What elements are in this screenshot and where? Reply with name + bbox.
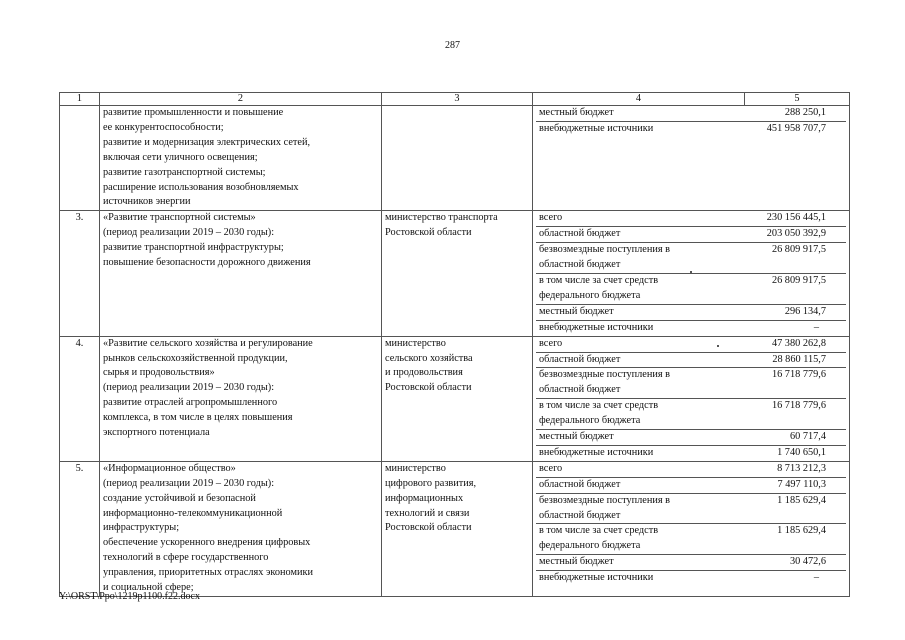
description-line: комплекса, в том числе в целях повышения (103, 412, 293, 424)
description-line: развитие газотранспортной системы; (103, 166, 266, 178)
funding-amount: 203 050 392,9 (766, 228, 826, 240)
funding-row (536, 243, 846, 274)
funding-amount: 288 250,1 (784, 107, 826, 118)
description-line: сырья и продовольствия» (103, 367, 215, 379)
funding-source: всего (539, 337, 563, 349)
funding-source: областной бюджет (539, 478, 621, 490)
funding-amount: 296 134,7 (784, 305, 826, 317)
description-line: (период реализации 2019 – 2030 годы): (103, 382, 275, 394)
executor-line: технологий и связи (385, 507, 470, 519)
program-row (60, 106, 850, 211)
funding-amount: 1 185 629,4 (777, 525, 826, 537)
page-number: 287 (445, 40, 460, 51)
funding-source: безвозмездные поступления в областной бюджет (539, 244, 671, 271)
funding-row (536, 446, 846, 461)
funding-source: всего (539, 212, 563, 224)
funding-row (536, 106, 846, 122)
executor-line: Ростовской области (385, 522, 472, 534)
description-line: развитие транспортной инфраструктуры; (103, 242, 284, 254)
description-line: «Развитие транспортной системы» (103, 212, 256, 224)
funding-row (536, 478, 846, 494)
funding-row (536, 555, 846, 571)
responsible-executor (382, 211, 533, 336)
description-line: (период реализации 2019 – 2030 годы): (103, 477, 275, 489)
column-number: 3 (382, 93, 533, 106)
funding-amount: 47 380 262,8 (771, 337, 826, 349)
funding-amount: 1 185 629,4 (777, 494, 826, 506)
funding-source: внебюджетные источники (539, 321, 654, 333)
funding-row (536, 353, 846, 369)
funding-source: местный бюджет (539, 305, 614, 317)
program-description (100, 336, 382, 461)
funding-row (536, 462, 846, 478)
description-line: технологий в сфере государственного (103, 552, 269, 564)
responsible-executor (382, 461, 533, 596)
program-row (60, 461, 850, 596)
executor-line: информационных (385, 492, 464, 504)
description-line: экспортного потенциала (103, 427, 210, 439)
funding-amount: 26 809 917,5 (771, 274, 826, 286)
executor-line: и продовольствия (385, 367, 463, 379)
funding-amount: 60 717,4 (789, 431, 826, 443)
funding-amount: 28 860 115,7 (772, 353, 826, 365)
funding-row (536, 571, 846, 586)
column-number: 5 (745, 93, 850, 106)
row-number: 4. (60, 336, 100, 461)
description-line: расширение использования возобновляемых (103, 181, 299, 193)
funding-row (536, 337, 846, 353)
column-number: 1 (60, 93, 100, 106)
funding-amount: 1 740 650,1 (777, 446, 826, 458)
funding-source: в том числе за счет средств федерального бюджета (539, 525, 659, 552)
description-line: развитие отраслей агропромышленного (103, 397, 278, 409)
funding-amount: 230 156 445,1 (766, 212, 826, 224)
description-line: инфраструктуры; (103, 522, 180, 534)
funding-breakdown (533, 106, 850, 211)
executor-line: министерство (385, 337, 446, 349)
scan-speck (717, 345, 719, 347)
description-line: «Развитие сельского хозяйства и регулирование (103, 337, 313, 349)
funding-row (536, 494, 846, 525)
executor-line: министерство транспорта (385, 212, 498, 224)
funding-row (536, 211, 846, 227)
program-description (100, 461, 382, 596)
funding-amount: – (813, 321, 819, 333)
funding-source: внебюджетные источники (539, 446, 654, 458)
description-line: управления, приоритетных отраслях экономики (103, 567, 313, 579)
funding-row (536, 274, 846, 305)
column-number-row (60, 93, 850, 106)
funding-amount: – (813, 572, 819, 584)
funding-source: местный бюджет (539, 107, 614, 118)
description-line: обеспечение ускоренного внедрения цифровых (103, 537, 311, 549)
program-description (100, 211, 382, 336)
column-number: 2 (100, 93, 382, 106)
program-row (60, 336, 850, 461)
funding-source: внебюджетные источники (539, 122, 654, 134)
funding-row (536, 430, 846, 446)
executor-line: цифрового развития, (385, 477, 477, 489)
funding-source: местный бюджет (539, 556, 614, 568)
funding-source: в том числе за счет средств федерального бюджета (539, 400, 659, 427)
description-line: источников энергии (103, 196, 191, 208)
funding-source: местный бюджет (539, 431, 614, 443)
funding-source: внебюджетные источники (539, 572, 654, 584)
description-line: развитие и модернизация электрических сетей, (103, 136, 311, 148)
funding-amount: 16 718 779,6 (771, 369, 826, 381)
funding-row (536, 305, 846, 321)
program-table (59, 92, 850, 597)
description-line: ее конкурентоспособности; (103, 121, 224, 133)
description-line: включая сети уличного освещения; (103, 151, 258, 163)
row-number: 5. (60, 461, 100, 596)
funding-source: в том числе за счет средств федерального бюджета (539, 274, 659, 301)
description-line: рынков сельскохозяйственной продукции, (103, 352, 288, 364)
description-line: «Информационное общество» (103, 462, 236, 474)
responsible-executor (382, 336, 533, 461)
executor-line: Ростовской области (385, 227, 472, 239)
row-number: 3. (60, 211, 100, 336)
description-line: информационно-телекоммуникационной (103, 507, 283, 519)
funding-row (536, 321, 846, 336)
description-line: повышение безопасности дорожного движения (103, 257, 311, 269)
funding-breakdown (533, 336, 850, 461)
description-line: создание устойчивой и безопасной (103, 492, 256, 504)
funding-row (536, 368, 846, 399)
file-path-footer: Y:\ORST\Ppo\1219p1100.f22.docx (59, 591, 200, 602)
funding-source: безвозмездные поступления в областной бюджет (539, 369, 671, 396)
row-number (60, 106, 100, 211)
funding-source: всего (539, 462, 563, 474)
funding-amount: 451 958 707,7 (766, 122, 826, 134)
program-row (60, 211, 850, 336)
funding-row (536, 524, 846, 555)
funding-amount: 16 718 779,6 (771, 400, 826, 412)
column-number: 4 (533, 93, 745, 106)
funding-amount: 8 713 212,3 (777, 462, 826, 474)
description-line: (период реализации 2019 – 2030 годы): (103, 227, 275, 239)
funding-row (536, 399, 846, 430)
executor-line: сельского хозяйства (385, 352, 473, 364)
scan-speck (690, 271, 692, 273)
funding-row (536, 227, 846, 243)
executor-line: Ростовской области (385, 382, 472, 394)
funding-amount: 7 497 110,3 (777, 478, 826, 490)
funding-row (536, 122, 846, 137)
description-line: и социальной сфере; (103, 582, 194, 594)
responsible-executor (382, 106, 533, 211)
program-description (100, 106, 382, 211)
funding-amount: 30 472,6 (789, 556, 826, 568)
description-line: развитие промышленности и повышение (103, 107, 284, 118)
funding-source: областной бюджет (539, 353, 621, 365)
funding-source: безвозмездные поступления в областной бюджет (539, 494, 671, 521)
funding-amount: 26 809 917,5 (771, 244, 826, 256)
funding-breakdown (533, 211, 850, 336)
funding-breakdown (533, 461, 850, 596)
funding-source: областной бюджет (539, 228, 621, 240)
executor-line: министерство (385, 462, 446, 474)
